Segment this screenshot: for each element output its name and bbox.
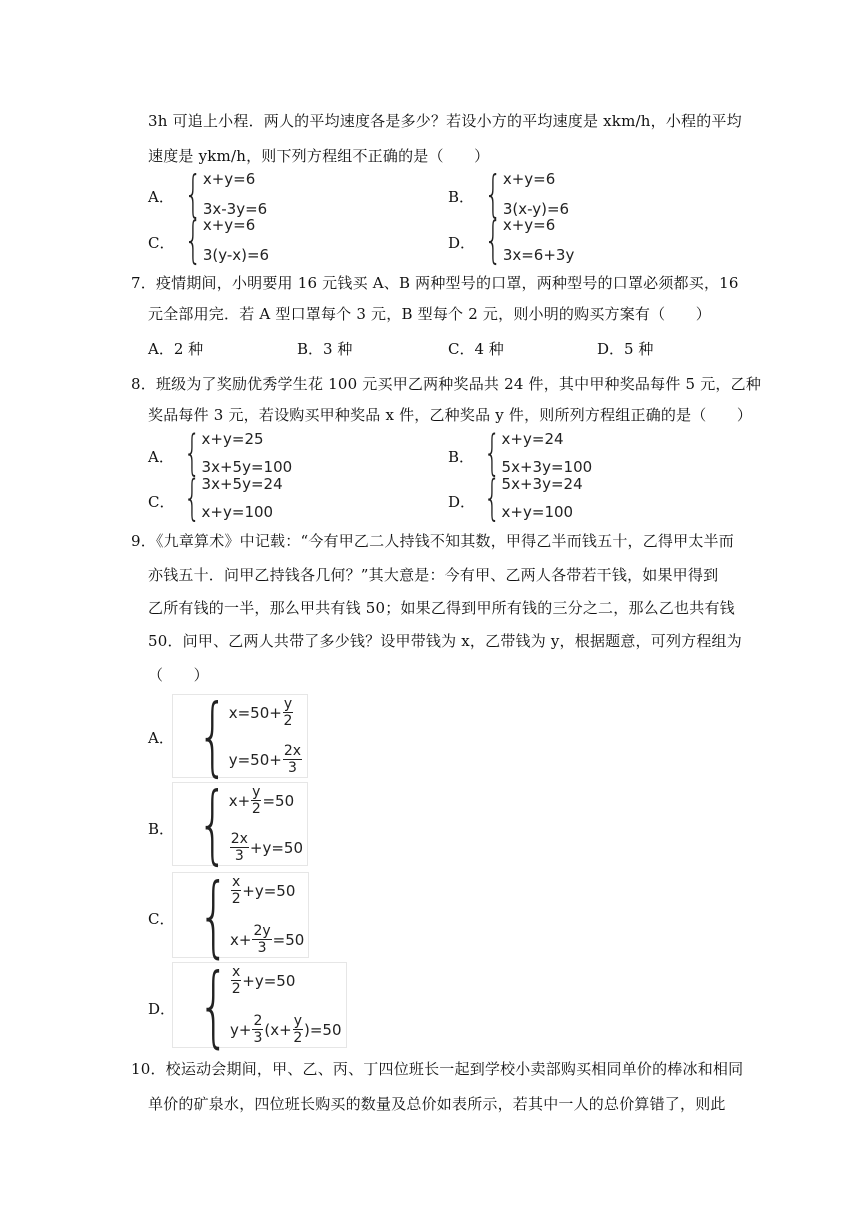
q9-text-line-2: 亦钱五十．问甲乙持钱各几何？”其大意是：今有甲、乙两人各带若干钱，如果甲得到 [148,566,719,584]
q9-option-a-label: A． [148,729,174,747]
q7-text-line-2: 元全部用完．若 A 型口罩每个 3 元，B 型每个 2 元，则小明的购买方案有（ ） [148,305,711,323]
q8-option-c-label: C． [148,493,175,511]
equation: $\frac{x}{2}$ +y=50 [231,964,296,997]
q7-text-line-1: 7．疫情期间，小明要用 16 元钱买 A、B 两种型号的口罩，两种型号的口罩必须都买，16 [131,274,739,292]
equation: 3x=6+3y [502,246,575,264]
equation: $\frac{x}{2}$ +y=50 [231,874,296,907]
q8-option-a-system: { x+y=25 3x+5y=100 [183,425,293,481]
q6-option-a-label: A． [148,188,174,206]
equation: x+y=25 [201,430,264,448]
q8-text-line-1: 8．班级为了奖励优秀学生花 100 元买甲乙两种奖品共 24 件，其中甲种奖品每件 5 元，乙种 [131,375,762,393]
q9-option-d-label: D． [148,1000,176,1018]
equation: 3(y-x)=6 [202,246,270,264]
q9-text-line-5: （ ） [148,666,209,684]
q6-option-b-label: B． [448,188,475,206]
q7-option-a: A．2 种 [148,340,204,358]
equation: 3(x-y)=6 [502,200,570,218]
equation: 5x+3y=100 [501,458,593,476]
q9-option-c-label: C． [148,910,175,928]
q7-option-c: C．4 种 [448,340,504,358]
q9-option-d-system: { $\frac{x}{2}$ +y=50 y+ $\frac{2}{3}$ (x+ $\frac{y}{2}$ )=50 [172,962,347,1048]
q8-option-b-system: { x+y=24 5x+3y=100 [483,425,593,481]
equation: x+y=100 [501,503,574,521]
q6-text-line-2: 速度是 ykm/h，则下列方程组不正确的是（ ） [148,147,490,165]
q9-text-line-3: 乙所有钱的一半，那么甲共有钱 50；如果乙得到甲所有钱的三分之二，那么乙也共有钱 [148,599,735,617]
q8-text-line-2: 奖品每件 3 元，若设购买甲种奖品 x 件，乙种奖品 y 件，则所列方程组正确的是（ ） [148,406,753,424]
q10-text-line-2: 单价的矿泉水，四位班长购买的数量及总价如表所示，若其中一人的总价算错了，则此 [148,1095,726,1113]
q6-option-a-system: { x+y=6 3x-3y=6 [184,165,268,223]
equation: y=50+ $\frac{2x}{3}$ [228,743,302,776]
equation: x+ $\frac{y}{2}$ =50 [228,784,295,817]
q7-option-b: B．3 种 [297,340,353,358]
q6-option-d-label: D． [448,234,476,252]
equation: x+y=24 [501,430,564,448]
q10-text-line-1: 10．校运动会期间，甲、乙、丙、丁四位班长一起到学校小卖部购买相同单价的棒冰和相同 [131,1060,744,1078]
q9-text-line-1: 9．《九章算术》中记载：“今有甲乙二人持钱不知其数，甲得乙半而钱五十，乙得甲太半而 [131,532,734,550]
q8-option-a-label: A． [148,448,174,466]
equation: x+y=6 [202,170,256,188]
q6-option-d-system: { x+y=6 3x=6+3y [484,211,575,269]
equation: $\frac{2x}{3}$ +y=50 [230,831,304,864]
equation: 5x+3y=24 [501,475,583,493]
q8-option-d-system: { 5x+3y=24 x+y=100 [483,470,583,526]
q9-option-a-system: { x=50+ $\frac{y}{2}$ y=50+ $\frac{2x}{3}$ [172,694,308,778]
q6-text-line-1: 3h 可追上小程．两人的平均速度各是多少？若设小方的平均速度是 xkm/h，小程的平均 [148,112,742,130]
q9-option-b-label: B． [148,820,175,838]
equation: 3x+5y=24 [201,475,283,493]
equation: x+ $\frac{2y}{3}$ =50 [230,923,305,956]
equation: 3x+5y=100 [201,458,293,476]
q9-option-b-system: { x+ $\frac{y}{2}$ =50 $\frac{2x}{3}$ +y=50 [172,782,308,866]
q9-text-line-4: 50．问甲、乙两人共带了多少钱？设甲带钱为 x，乙带钱为 y，根据题意，可列方程组为 [148,632,742,650]
equation: y+ $\frac{2}{3}$ (x+ $\frac{y}{2}$ )=50 [230,1013,342,1046]
equation: x=50+ $\frac{y}{2}$ [228,696,293,729]
equation: x+y=100 [201,503,274,521]
q8-option-b-label: B． [448,448,475,466]
q9-option-c-system: { $\frac{x}{2}$ +y=50 x+ $\frac{2y}{3}$ =50 [172,872,309,958]
equation: x+y=6 [502,170,556,188]
q6-option-b-system: { x+y=6 3(x-y)=6 [484,165,570,223]
q8-option-c-system: { 3x+5y=24 x+y=100 [183,470,283,526]
equation: 3x-3y=6 [202,200,268,218]
equation: x+y=6 [202,216,256,234]
q7-option-d: D．5 种 [597,340,654,358]
q6-option-c-label: C． [148,234,175,252]
q8-option-d-label: D． [448,493,476,511]
equation: x+y=6 [502,216,556,234]
q6-option-c-system: { x+y=6 3(y-x)=6 [184,211,270,269]
